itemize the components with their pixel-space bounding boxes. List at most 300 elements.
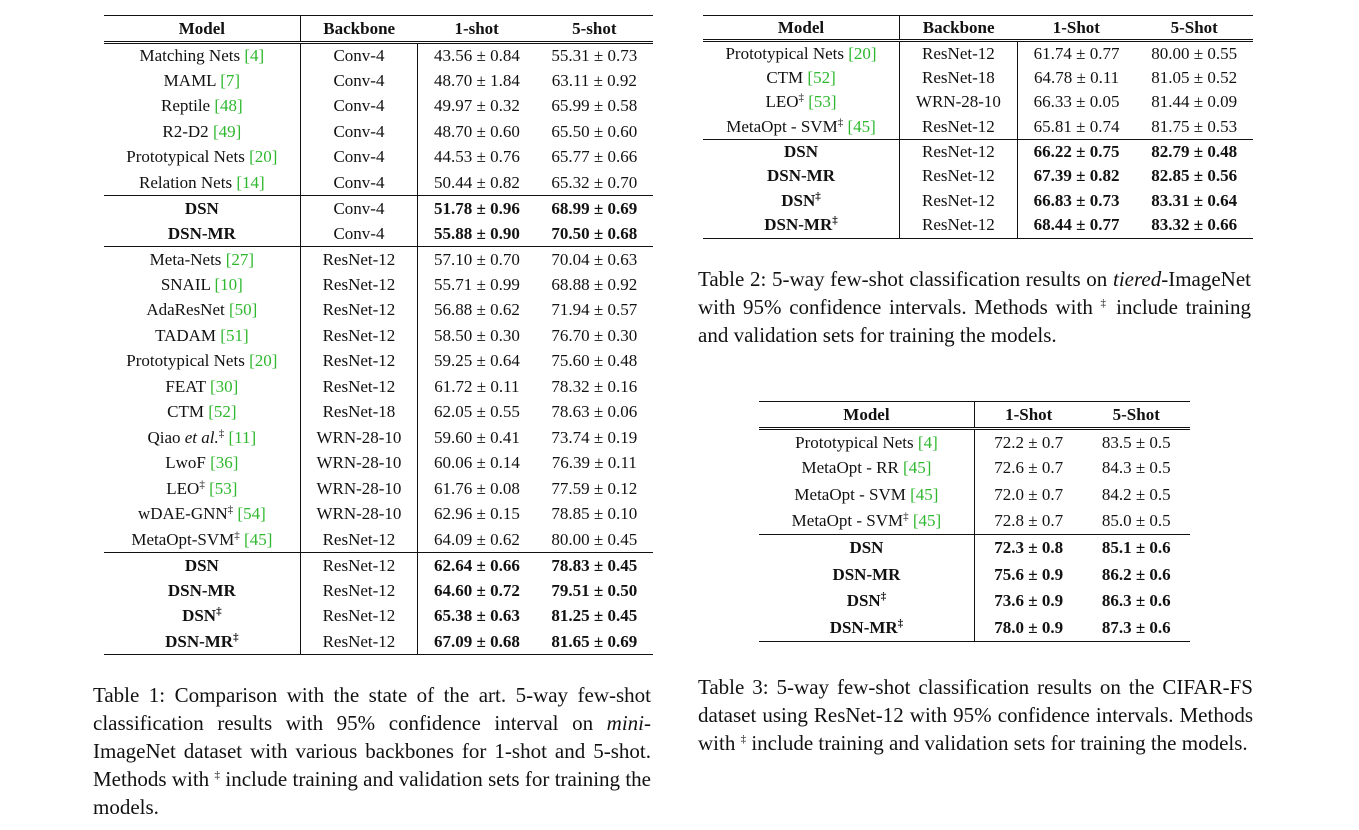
table-row bbox=[104, 43, 653, 69]
five-shot-cell: 87.3 ± 0.6 bbox=[1101, 617, 1171, 637]
citation-link: [45] bbox=[847, 116, 876, 136]
backbone-cell: ResNet-12 bbox=[900, 41, 1018, 66]
table-row bbox=[104, 170, 653, 196]
backbone-cell: WRN-28-10 bbox=[300, 425, 418, 451]
table-row-group bbox=[759, 535, 1190, 641]
five-shot-cell: 81.25 ± 0.45 bbox=[551, 606, 638, 626]
five-shot-cell: 75.60 ± 0.48 bbox=[551, 351, 638, 371]
double-dagger-mark: ‡ bbox=[880, 590, 887, 603]
model-name: DSN bbox=[846, 591, 881, 611]
double-dagger-mark: ‡ bbox=[815, 190, 821, 203]
table-row bbox=[104, 476, 653, 502]
model-name: MetaOpt - SVM bbox=[794, 484, 906, 504]
backbone-cell: ResNet-12 bbox=[300, 527, 418, 553]
table-row-group bbox=[703, 41, 1253, 140]
five-shot-cell: 70.50 ± 0.68 bbox=[551, 223, 638, 243]
one-shot-cell: 60.06 ± 0.14 bbox=[433, 453, 520, 473]
one-shot-cell: 50.44 ± 0.82 bbox=[433, 172, 520, 192]
five-shot-cell: 71.94 ± 0.57 bbox=[551, 300, 638, 320]
header-row bbox=[104, 16, 653, 43]
one-shot-cell: 43.56 ± 0.84 bbox=[433, 46, 520, 65]
caption-text: include training and validation sets for training the models. bbox=[698, 295, 1251, 347]
caption-text: -ImageNet dataset with various backbones for 1-shot and 5-shot. Methods with bbox=[93, 711, 651, 791]
model-cell bbox=[703, 139, 900, 164]
model-name-italic: et al. bbox=[184, 427, 219, 447]
model-name: Prototypical Nets bbox=[795, 432, 914, 452]
model-name: MAML bbox=[163, 70, 216, 90]
five-shot-cell: 81.05 ± 0.52 bbox=[1151, 67, 1238, 87]
column-header: 5-shot bbox=[572, 18, 617, 38]
one-shot-cell: 75.6 ± 0.9 bbox=[994, 564, 1064, 584]
model-name: LEO bbox=[166, 478, 200, 498]
table-row bbox=[703, 189, 1253, 214]
five-shot-cell: 82.85 ± 0.56 bbox=[1151, 166, 1238, 186]
column-header: 1-Shot bbox=[1005, 404, 1053, 424]
model-cell bbox=[759, 508, 974, 535]
one-shot-cell: 56.88 ± 0.62 bbox=[433, 300, 520, 320]
caption-italic: mini bbox=[606, 711, 644, 735]
table-row bbox=[703, 90, 1253, 115]
one-shot-cell: 59.60 ± 0.41 bbox=[433, 427, 520, 447]
backbone-cell: ResNet-12 bbox=[300, 578, 418, 604]
five-shot-cell: 78.32 ± 0.16 bbox=[551, 376, 638, 396]
citation-link: [51] bbox=[220, 325, 249, 345]
model-name: DSN bbox=[781, 190, 816, 210]
caption-text: Table 2: 5-way few-shot classification results on bbox=[698, 267, 1113, 291]
model-cell bbox=[104, 298, 300, 324]
backbone-cell: WRN-28-10 bbox=[900, 90, 1018, 115]
model-cell bbox=[104, 323, 300, 349]
caption-text: include training and validation sets for training the models. bbox=[93, 767, 652, 819]
model-name: Meta-Nets bbox=[149, 249, 222, 269]
five-shot-cell: 84.2 ± 0.5 bbox=[1101, 484, 1171, 504]
one-shot-cell: 72.8 ± 0.7 bbox=[994, 511, 1064, 531]
one-shot-cell: 78.0 ± 0.9 bbox=[994, 617, 1064, 637]
citation-link: [45] bbox=[910, 484, 939, 504]
model-cell bbox=[104, 196, 300, 222]
double-dagger-mark: ‡ bbox=[199, 478, 205, 491]
backbone-cell: Conv-4 bbox=[300, 119, 418, 145]
one-shot-cell: 72.0 ± 0.7 bbox=[994, 484, 1064, 504]
one-shot-cell: 65.81 ± 0.74 bbox=[1033, 116, 1120, 136]
model-name: TADAM bbox=[155, 325, 217, 345]
table-row bbox=[703, 164, 1253, 189]
citation-link: [52] bbox=[807, 67, 836, 87]
table-header bbox=[759, 402, 1190, 429]
backbone-cell: Conv-4 bbox=[300, 145, 418, 171]
table-row bbox=[759, 588, 1190, 615]
citation-link: [20] bbox=[249, 351, 278, 371]
backbone-cell: WRN-28-10 bbox=[300, 502, 418, 528]
model-cell bbox=[759, 455, 974, 482]
model-name: DSN-MR bbox=[167, 223, 236, 243]
model-name: DSN bbox=[184, 198, 219, 218]
model-cell bbox=[104, 247, 300, 273]
model-name: CTM bbox=[167, 402, 204, 422]
citation-link: [4] bbox=[244, 46, 265, 65]
citation-link: [53] bbox=[209, 478, 238, 498]
table-row-group bbox=[104, 247, 653, 553]
model-cell bbox=[703, 213, 900, 238]
citation-link: [11] bbox=[228, 427, 257, 447]
citation-link: [14] bbox=[236, 172, 265, 192]
table-1-mini-imagenet bbox=[104, 15, 653, 655]
table-row bbox=[104, 247, 653, 273]
double-dagger-mark: ‡ bbox=[798, 91, 804, 104]
backbone-cell: ResNet-12 bbox=[900, 189, 1018, 214]
table-row bbox=[104, 425, 653, 451]
table-row bbox=[759, 535, 1190, 562]
column-header: 5-Shot bbox=[1170, 17, 1218, 37]
model-name: FEAT bbox=[165, 376, 206, 396]
one-shot-cell: 59.25 ± 0.64 bbox=[433, 351, 520, 371]
model-cell bbox=[703, 90, 900, 115]
model-cell bbox=[759, 482, 974, 509]
caption-text: Table 3: 5-way few-shot classification results on the CIFAR-FS dataset using ResNet-12 with 95% confidence intervals. Methods with bbox=[698, 675, 1253, 755]
column-header: 1-Shot bbox=[1052, 17, 1100, 37]
model-cell bbox=[104, 476, 300, 502]
model-cell bbox=[703, 189, 900, 214]
double-dagger-mark: ‡ bbox=[234, 528, 240, 541]
model-cell bbox=[104, 119, 300, 145]
model-name: R2-D2 bbox=[162, 121, 209, 141]
backbone-cell: ResNet-12 bbox=[300, 629, 418, 655]
model-cell bbox=[759, 535, 974, 562]
citation-link: [50] bbox=[228, 300, 258, 320]
table-row bbox=[104, 119, 653, 145]
one-shot-cell: 58.50 ± 0.30 bbox=[433, 325, 520, 345]
table-header bbox=[703, 16, 1253, 41]
citation-link: [10] bbox=[214, 274, 243, 294]
caption-text: include training and validation sets for training the models. bbox=[746, 731, 1248, 755]
five-shot-cell: 86.2 ± 0.6 bbox=[1101, 564, 1171, 584]
model-cell: Qiao et al.‡ [11] bbox=[104, 425, 300, 451]
one-shot-cell: 48.70 ± 0.60 bbox=[433, 121, 520, 141]
table-row bbox=[104, 578, 653, 604]
column-header: Model bbox=[104, 16, 300, 43]
five-shot-cell: 83.5 ± 0.5 bbox=[1101, 432, 1171, 452]
double-dagger-mark: ‡ bbox=[214, 769, 221, 781]
one-shot-cell: 67.09 ± 0.68 bbox=[433, 631, 520, 651]
table-row bbox=[759, 508, 1190, 535]
model-cell bbox=[104, 68, 300, 94]
model-name: MetaOpt-SVM bbox=[131, 529, 235, 549]
one-shot-cell: 68.44 ± 0.77 bbox=[1033, 215, 1120, 235]
model-name: MetaOpt - SVM bbox=[726, 116, 838, 136]
table-row-group bbox=[104, 553, 653, 655]
header-row bbox=[703, 16, 1253, 41]
model-name: DSN bbox=[184, 555, 219, 575]
backbone-cell: ResNet-12 bbox=[900, 213, 1018, 238]
backbone-cell: ResNet-12 bbox=[300, 374, 418, 400]
one-shot-cell: 44.53 ± 0.76 bbox=[433, 147, 520, 167]
model-cell bbox=[703, 164, 900, 189]
model-cell bbox=[104, 502, 300, 528]
one-shot-cell: 64.78 ± 0.11 bbox=[1033, 67, 1120, 87]
model-cell bbox=[104, 349, 300, 375]
caption-text: Table 1: Comparison with the state of the art. 5-way few-shot classification results with 95% confidence interval on bbox=[93, 683, 651, 735]
model-name: DSN bbox=[182, 606, 217, 626]
model-cell bbox=[703, 41, 900, 66]
model-name: wDAE-GNN bbox=[137, 504, 228, 524]
table-2-caption bbox=[698, 265, 1251, 349]
one-shot-cell: 61.74 ± 0.77 bbox=[1033, 43, 1120, 63]
table-row-group bbox=[104, 43, 653, 196]
backbone-cell: ResNet-12 bbox=[300, 323, 418, 349]
five-shot-cell: 63.11 ± 0.92 bbox=[551, 70, 637, 90]
double-dagger-mark: ‡ bbox=[837, 116, 844, 128]
five-shot-cell: 86.3 ± 0.6 bbox=[1101, 591, 1171, 611]
model-cell bbox=[104, 400, 300, 426]
table-row bbox=[703, 41, 1253, 66]
model-name: DSN-MR bbox=[764, 215, 833, 235]
model-cell bbox=[104, 553, 300, 579]
five-shot-cell: 83.32 ± 0.66 bbox=[1151, 215, 1238, 235]
five-shot-cell: 78.63 ± 0.06 bbox=[551, 402, 638, 422]
backbone-cell: Conv-4 bbox=[300, 43, 418, 69]
five-shot-cell: 84.3 ± 0.5 bbox=[1101, 458, 1171, 478]
column-header: Model bbox=[703, 16, 900, 41]
backbone-cell: ResNet-12 bbox=[300, 272, 418, 298]
model-cell bbox=[759, 588, 974, 615]
five-shot-cell: 81.65 ± 0.69 bbox=[551, 631, 638, 651]
model-name: Prototypical Nets bbox=[126, 351, 245, 371]
model-name: LEO bbox=[765, 92, 799, 112]
backbone-cell: ResNet-12 bbox=[300, 604, 418, 630]
table-row bbox=[104, 196, 653, 222]
one-shot-cell: 72.6 ± 0.7 bbox=[994, 458, 1064, 478]
one-shot-cell: 62.96 ± 0.15 bbox=[433, 504, 520, 524]
backbone-cell: Conv-4 bbox=[300, 94, 418, 120]
model-cell bbox=[104, 451, 300, 477]
table-row bbox=[104, 553, 653, 579]
five-shot-cell: 85.0 ± 0.5 bbox=[1101, 511, 1171, 531]
double-dagger-mark: ‡ bbox=[897, 617, 904, 630]
table-row bbox=[104, 145, 653, 171]
double-dagger-mark: ‡ bbox=[216, 605, 222, 618]
table-row bbox=[104, 323, 653, 349]
one-shot-cell: 66.22 ± 0.75 bbox=[1033, 141, 1120, 161]
model-name: DSN-MR bbox=[767, 166, 836, 186]
five-shot-cell: 85.1 ± 0.6 bbox=[1101, 538, 1171, 558]
one-shot-cell: 65.38 ± 0.63 bbox=[433, 606, 520, 626]
model-cell bbox=[104, 527, 300, 553]
model-name: MetaOpt - RR bbox=[801, 458, 899, 478]
citation-link: [20] bbox=[249, 147, 278, 167]
header-row bbox=[759, 402, 1190, 429]
model-cell bbox=[104, 145, 300, 171]
one-shot-cell: 64.09 ± 0.62 bbox=[433, 529, 520, 549]
model-name: CTM bbox=[766, 67, 804, 87]
five-shot-cell: 81.44 ± 0.09 bbox=[1151, 92, 1238, 112]
citation-link: [48] bbox=[214, 96, 243, 116]
double-dagger-mark: ‡ bbox=[1100, 297, 1109, 309]
five-shot-cell: 65.50 ± 0.60 bbox=[551, 121, 638, 141]
five-shot-cell: 68.99 ± 0.69 bbox=[551, 198, 638, 218]
table-row bbox=[104, 221, 653, 247]
double-dagger-mark: ‡ bbox=[218, 427, 225, 440]
model-name: DSN bbox=[849, 538, 884, 558]
table-row bbox=[104, 502, 653, 528]
citation-link: [54] bbox=[237, 504, 266, 524]
backbone-cell: ResNet-12 bbox=[300, 298, 418, 324]
table-row bbox=[759, 561, 1190, 588]
table-row bbox=[104, 272, 653, 298]
one-shot-cell: 72.2 ± 0.7 bbox=[994, 432, 1064, 452]
one-shot-cell: 55.88 ± 0.90 bbox=[433, 223, 520, 243]
backbone-cell: ResNet-18 bbox=[900, 65, 1018, 90]
model-name: MetaOpt - SVM bbox=[791, 511, 904, 531]
five-shot-cell: 76.39 ± 0.11 bbox=[551, 453, 637, 473]
table-row-group bbox=[759, 429, 1190, 535]
model-cell bbox=[104, 221, 300, 247]
backbone-cell: ResNet-12 bbox=[300, 247, 418, 273]
one-shot-cell: 61.76 ± 0.08 bbox=[433, 478, 520, 498]
citation-link: [20] bbox=[848, 43, 877, 63]
five-shot-cell: 81.75 ± 0.53 bbox=[1151, 116, 1238, 136]
five-shot-cell: 83.31 ± 0.64 bbox=[1151, 190, 1238, 210]
backbone-cell: ResNet-18 bbox=[300, 400, 418, 426]
table-row bbox=[703, 213, 1253, 238]
table-3-caption bbox=[698, 673, 1253, 757]
citation-link: [49] bbox=[212, 121, 242, 141]
one-shot-cell: 62.05 ± 0.55 bbox=[433, 402, 520, 422]
table-row bbox=[104, 94, 653, 120]
one-shot-cell: 66.83 ± 0.73 bbox=[1033, 190, 1120, 210]
five-shot-cell: 77.59 ± 0.12 bbox=[551, 478, 638, 498]
five-shot-cell: 73.74 ± 0.19 bbox=[551, 427, 638, 447]
table-2-tiered-imagenet bbox=[703, 15, 1253, 239]
caption-italic: tiered bbox=[1112, 267, 1162, 291]
citation-link: [52] bbox=[208, 402, 237, 422]
citation-link: [30] bbox=[209, 376, 239, 396]
model-cell bbox=[104, 578, 300, 604]
five-shot-cell: 80.00 ± 0.45 bbox=[551, 529, 638, 549]
five-shot-cell: 78.83 ± 0.45 bbox=[551, 555, 638, 575]
one-shot-cell: 64.60 ± 0.72 bbox=[433, 580, 520, 600]
double-dagger-mark: ‡ bbox=[832, 214, 838, 227]
backbone-cell: ResNet-12 bbox=[900, 115, 1018, 140]
one-shot-cell: 51.78 ± 0.96 bbox=[433, 198, 520, 218]
double-dagger-mark: ‡ bbox=[903, 510, 909, 523]
five-shot-cell: 79.51 ± 0.50 bbox=[551, 580, 638, 600]
model-name: Matching Nets bbox=[139, 46, 241, 65]
model-name: Prototypical Nets bbox=[126, 147, 245, 167]
backbone-cell: WRN-28-10 bbox=[300, 476, 418, 502]
model-name: DSN-MR bbox=[832, 564, 901, 584]
model-cell bbox=[759, 561, 974, 588]
one-shot-cell: 55.71 ± 0.99 bbox=[433, 274, 520, 294]
model-cell bbox=[104, 170, 300, 196]
one-shot-cell: 72.3 ± 0.8 bbox=[994, 538, 1064, 558]
model-cell bbox=[104, 272, 300, 298]
model-cell bbox=[759, 615, 974, 642]
one-shot-cell: 61.72 ± 0.11 bbox=[434, 376, 520, 396]
table-row bbox=[759, 429, 1190, 456]
table-row bbox=[703, 139, 1253, 164]
one-shot-cell: 48.70 ± 1.84 bbox=[433, 70, 520, 90]
table-row bbox=[703, 65, 1253, 90]
table-row bbox=[104, 400, 653, 426]
citation-link: [45] bbox=[903, 458, 932, 478]
table-row bbox=[703, 115, 1253, 140]
table-row bbox=[759, 615, 1190, 642]
table-row bbox=[104, 298, 653, 324]
five-shot-cell: 82.79 ± 0.48 bbox=[1151, 141, 1238, 161]
column-header: Model bbox=[759, 402, 974, 429]
model-name: DSN-MR bbox=[165, 631, 234, 651]
backbone-cell: ResNet-12 bbox=[900, 164, 1018, 189]
column-header: 5-Shot bbox=[1112, 404, 1160, 424]
citation-link: [27] bbox=[225, 249, 255, 269]
table-row bbox=[104, 527, 653, 553]
model-name: Reptile bbox=[161, 96, 211, 116]
table-row bbox=[104, 604, 653, 630]
five-shot-cell: 76.70 ± 0.30 bbox=[551, 325, 638, 345]
model-name: AdaResNet bbox=[146, 300, 225, 320]
citation-link: [7] bbox=[220, 70, 241, 90]
table-row bbox=[104, 629, 653, 655]
five-shot-cell: 80.00 ± 0.55 bbox=[1151, 43, 1238, 63]
citation-link: [36] bbox=[210, 453, 239, 473]
model-name: Relation Nets bbox=[139, 172, 233, 192]
caption-text: -ImageNet with 95% confidence intervals. Methods with bbox=[698, 267, 1251, 319]
backbone-cell: Conv-4 bbox=[300, 68, 418, 94]
model-cell bbox=[104, 43, 300, 69]
five-shot-cell: 65.99 ± 0.58 bbox=[551, 96, 638, 116]
citation-link: [4] bbox=[917, 432, 938, 452]
five-shot-cell: 65.77 ± 0.66 bbox=[551, 147, 638, 167]
one-shot-cell: 66.33 ± 0.05 bbox=[1033, 92, 1120, 112]
five-shot-cell: 78.85 ± 0.10 bbox=[551, 504, 638, 524]
table-row-group bbox=[703, 139, 1253, 238]
backbone-cell: Conv-4 bbox=[300, 196, 418, 222]
model-cell bbox=[759, 429, 974, 456]
citation-link: [45] bbox=[912, 511, 942, 531]
table-row bbox=[759, 455, 1190, 482]
model-name: Prototypical Nets bbox=[725, 43, 844, 63]
one-shot-cell: 67.39 ± 0.82 bbox=[1033, 166, 1120, 186]
five-shot-cell: 55.31 ± 0.73 bbox=[551, 46, 638, 65]
column-header: Backbone bbox=[323, 18, 396, 38]
five-shot-cell: 70.04 ± 0.63 bbox=[551, 249, 638, 269]
double-dagger-mark: ‡ bbox=[233, 630, 239, 643]
column-header: Backbone bbox=[922, 17, 995, 37]
citation-link: [45] bbox=[244, 529, 273, 549]
backbone-cell: Conv-4 bbox=[300, 221, 418, 247]
table-header bbox=[104, 16, 653, 43]
five-shot-cell: 68.88 ± 0.92 bbox=[551, 274, 638, 294]
table-row bbox=[104, 374, 653, 400]
table-row bbox=[104, 451, 653, 477]
table-3-cifar-fs bbox=[759, 401, 1190, 642]
backbone-cell: Conv-4 bbox=[300, 170, 418, 196]
model-cell bbox=[104, 94, 300, 120]
backbone-cell: ResNet-12 bbox=[900, 139, 1018, 164]
table-row bbox=[104, 349, 653, 375]
citation-link: [53] bbox=[808, 92, 837, 112]
model-cell bbox=[104, 374, 300, 400]
model-cell bbox=[703, 115, 900, 140]
backbone-cell: ResNet-12 bbox=[300, 349, 418, 375]
table-row-group bbox=[104, 196, 653, 247]
backbone-cell: ResNet-12 bbox=[300, 553, 418, 579]
one-shot-cell: 57.10 ± 0.70 bbox=[433, 249, 520, 269]
model-cell bbox=[703, 65, 900, 90]
column-header: 1-shot bbox=[454, 18, 499, 38]
model-cell bbox=[104, 629, 300, 655]
table-row bbox=[104, 68, 653, 94]
